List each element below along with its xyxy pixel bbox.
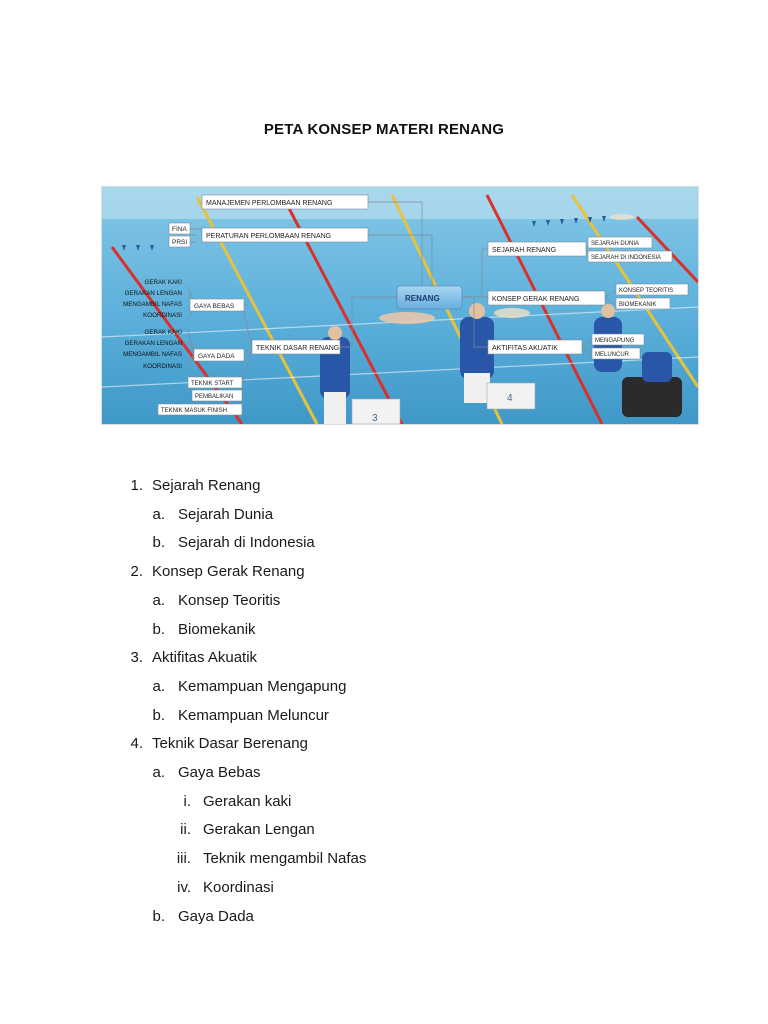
node-konsep-teoritis — [616, 284, 688, 295]
svg-text:MELUNCUR: MELUNCUR — [595, 352, 630, 358]
concept-map-figure — [101, 186, 699, 425]
outline-item-text: Konsep Gerak Renang — [152, 563, 305, 581]
lane-number-3: 3 — [372, 413, 378, 424]
outline-item-text: Konsep Teoritis — [178, 591, 281, 609]
outline-item-text: Biomekanik — [178, 620, 256, 638]
svg-text:MANAJEMEN PERLOMBAAN RENANG: MANAJEMEN PERLOMBAAN RENANG — [206, 200, 333, 207]
gb-item-3: KOORDINASI — [143, 312, 182, 319]
svg-text:KONSEP GERAK RENANG: KONSEP GERAK RENANG — [492, 296, 580, 303]
outline-item-marker: a. — [152, 505, 165, 523]
outline-item-marker: a. — [152, 764, 165, 781]
outline-item-marker: b. — [152, 534, 165, 552]
outline-item-text: Teknik Dasar Berenang — [152, 735, 308, 753]
node-sejarah-dunia — [588, 237, 652, 248]
gb-item-0: GERAK KAKI — [144, 279, 182, 286]
outline-item-text: Aktifitas Akuatik — [152, 649, 258, 667]
node-meluncur — [592, 348, 640, 359]
svg-text:TEKNIK DASAR RENANG: TEKNIK DASAR RENANG — [256, 345, 340, 352]
node-sejarah — [488, 242, 586, 256]
outline-item-text: Sejarah Renang — [152, 477, 261, 494]
gb-item-2: MENGAMBIL NAFAS — [123, 301, 182, 308]
gd-item-3: KOORDINASI — [143, 363, 182, 370]
node-biomekanik — [616, 298, 670, 309]
outline-item-marker: ii. — [180, 821, 191, 839]
svg-text:SEJARAH RENANG: SEJARAH RENANG — [492, 247, 557, 254]
outline-item-text: Gaya Bebas — [178, 764, 261, 781]
node-renang-center — [397, 286, 462, 309]
svg-text:MENGAPUNG: MENGAPUNG — [595, 338, 635, 344]
svg-text:FINA: FINA — [172, 226, 187, 233]
node-gaya-bebas — [190, 299, 244, 311]
outline-item-text: Koordinasi — [203, 878, 274, 896]
outline-item-text: Gaya Dada — [178, 907, 254, 925]
gd-item-1: GERAKAN LENGAN — [124, 340, 182, 347]
lane-number-4: 4 — [507, 393, 513, 404]
node-masuk-finish — [158, 404, 242, 415]
outline-item-marker: b. — [152, 907, 165, 925]
outline-item-marker: 2. — [130, 563, 143, 581]
outline-item-text: Kemampuan Mengapung — [178, 677, 347, 695]
svg-text:TEKNIK START: TEKNIK START — [191, 381, 234, 387]
svg-text:RENANG: RENANG — [405, 294, 440, 303]
outline-item-text: Sejarah di Indonesia — [178, 534, 315, 552]
svg-text:GAYA BEBAS: GAYA BEBAS — [194, 303, 235, 310]
gd-item-0: GERAK KAKI — [144, 329, 182, 336]
svg-text:PRSI: PRSI — [172, 239, 188, 246]
node-pembalikan — [192, 390, 242, 401]
outline-item-marker: b. — [152, 706, 165, 724]
svg-text:BIOMEKANIK: BIOMEKANIK — [619, 302, 657, 308]
outline-item-text: Teknik mengambil Nafas — [203, 850, 367, 868]
node-teknik — [252, 340, 340, 354]
outline-item-marker: iii. — [176, 850, 191, 868]
gb-item-1: GERAKAN LENGAN — [124, 290, 182, 297]
node-gaya-dada — [194, 349, 244, 361]
outline-item-text: Kemampuan Meluncur — [178, 706, 329, 724]
outline-item-text: Gerakan Lengan — [203, 821, 315, 839]
svg-text:GAYA DADA: GAYA DADA — [198, 353, 235, 360]
outline-item-marker: b. — [152, 620, 165, 638]
node-manajemen — [202, 195, 368, 209]
outline-item-marker: i. — [183, 792, 191, 810]
svg-text:TEKNIK MASUK FINISH: TEKNIK MASUK FINISH — [161, 408, 228, 414]
outline-item-marker: a. — [152, 677, 165, 695]
outline-item-text: Gerakan kaki — [203, 792, 292, 810]
node-prsi — [169, 236, 190, 247]
outline-item-marker: a. — [152, 591, 165, 609]
outline-item-marker: 4. — [130, 735, 143, 753]
node-konsep — [488, 291, 605, 305]
gd-item-2: MENGAMBIL NAFAS — [123, 351, 182, 358]
svg-text:SEJARAH DUNIA: SEJARAH DUNIA — [591, 241, 640, 247]
node-aktifitas — [488, 340, 582, 354]
svg-text:PERATURAN PERLOMBAAN RENANG: PERATURAN PERLOMBAAN RENANG — [206, 233, 332, 240]
node-sejarah-indonesia — [588, 251, 672, 262]
svg-text:SEJARAH DI INDONESIA: SEJARAH DI INDONESIA — [591, 255, 662, 261]
node-teknik-start — [188, 377, 242, 388]
svg-text:KONSEP TEORITIS: KONSEP TEORITIS — [619, 288, 674, 294]
outline-item-marker: 1. — [130, 477, 143, 494]
svg-text:AKTIFITAS AKUATIK: AKTIFITAS AKUATIK — [492, 345, 558, 352]
node-mengapung — [592, 334, 644, 345]
svg-text:PEMBALIKAN: PEMBALIKAN — [195, 394, 234, 400]
outline-item-text: Sejarah Dunia — [178, 505, 274, 523]
page-title: PETA KONSEP MATERI RENANG — [263, 121, 505, 138]
outline-item-marker: 3. — [130, 649, 143, 667]
node-fina — [169, 223, 190, 234]
outline-item-marker: iv. — [177, 878, 191, 896]
node-peraturan — [202, 228, 368, 242]
